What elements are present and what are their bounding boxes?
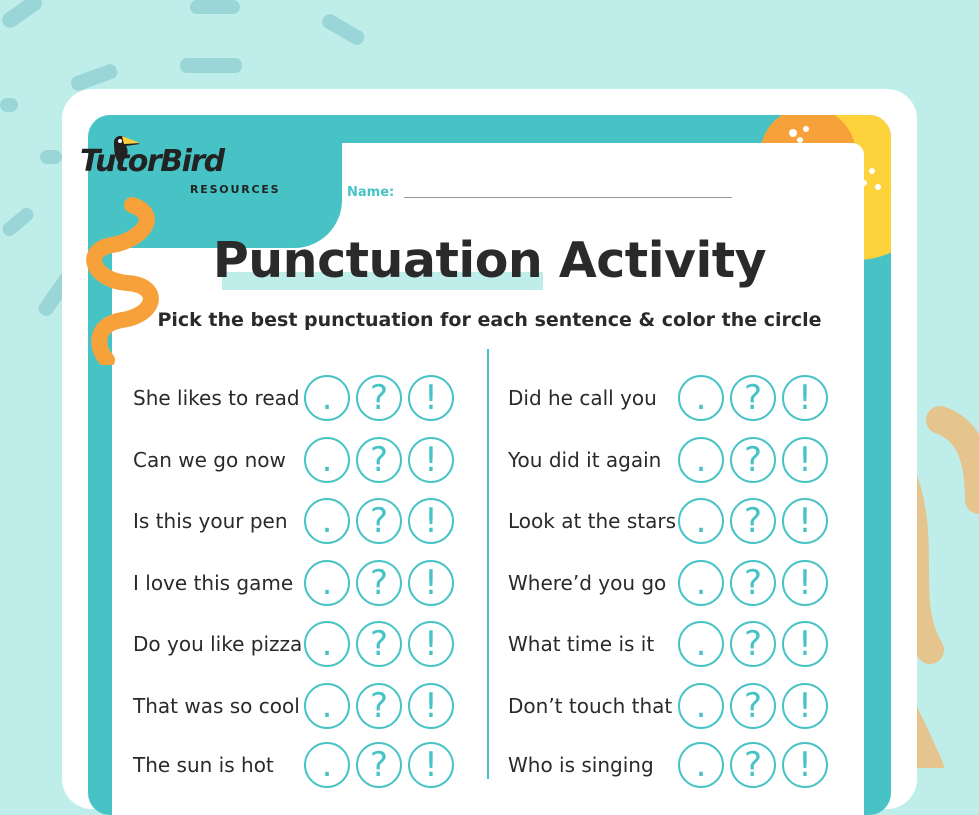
sentence-row [133, 373, 300, 423]
logo-wordmark: TutorBird [80, 144, 224, 179]
sentence-text: Can we go now [133, 448, 286, 472]
punctuation-choices [304, 560, 454, 606]
exclamation-mark-choice-circle[interactable]: ! [408, 437, 454, 483]
sentence-text: I love this game [133, 571, 294, 595]
sentence-text: Look at the stars [508, 509, 676, 533]
sentence-row [508, 681, 672, 731]
sentence-row [508, 435, 661, 485]
punctuation-choices [678, 742, 828, 788]
name-input-line[interactable] [404, 197, 732, 198]
punctuation-choices [304, 683, 454, 729]
exclamation-mark-choice-circle[interactable]: ! [408, 498, 454, 544]
exclamation-mark-choice-circle[interactable]: ! [782, 498, 828, 544]
sentence-row [133, 681, 300, 731]
exclamation-mark-choice-circle[interactable]: ! [782, 683, 828, 729]
exclamation-mark-choice-circle[interactable]: ! [782, 437, 828, 483]
logo-subtitle: RESOURCES [190, 183, 281, 196]
question-mark-choice-circle[interactable]: ? [730, 560, 776, 606]
punctuation-choices [678, 375, 828, 421]
column-divider [487, 349, 489, 779]
sentence-text: She likes to read [133, 386, 300, 410]
question-mark-choice-circle[interactable]: ? [730, 498, 776, 544]
sentence-row [508, 619, 654, 669]
sentence-row [133, 740, 274, 790]
period-choice-circle[interactable]: . [678, 560, 724, 606]
exclamation-mark-choice-circle[interactable]: ! [408, 683, 454, 729]
name-label: Name: [347, 185, 395, 200]
sentence-text: Is this your pen [133, 509, 288, 533]
punctuation-choices [304, 498, 454, 544]
question-mark-choice-circle[interactable]: ? [356, 621, 402, 667]
period-choice-circle[interactable]: . [304, 683, 350, 729]
period-choice-circle[interactable]: . [304, 621, 350, 667]
punctuation-choices [678, 560, 828, 606]
exclamation-mark-choice-circle[interactable]: ! [408, 621, 454, 667]
period-choice-circle[interactable]: . [304, 560, 350, 606]
punctuation-choices [304, 375, 454, 421]
punctuation-choices [304, 437, 454, 483]
punctuation-choices [678, 437, 828, 483]
sentence-text: You did it again [508, 448, 662, 472]
sentence-text: The sun is hot [133, 753, 274, 777]
question-mark-choice-circle[interactable]: ? [356, 560, 402, 606]
exclamation-mark-choice-circle[interactable]: ! [782, 375, 828, 421]
period-choice-circle[interactable]: . [678, 621, 724, 667]
sentence-row [133, 619, 302, 669]
sentence-row [133, 496, 288, 546]
exclamation-mark-choice-circle[interactable]: ! [782, 560, 828, 606]
question-mark-choice-circle[interactable]: ? [730, 375, 776, 421]
sentence-text: That was so cool [133, 694, 300, 718]
sentence-row [508, 558, 666, 608]
period-choice-circle[interactable]: . [678, 437, 724, 483]
page-title: Punctuation Activity [212, 232, 767, 289]
question-mark-choice-circle[interactable]: ? [356, 683, 402, 729]
period-choice-circle[interactable]: . [304, 375, 350, 421]
period-choice-circle[interactable]: . [304, 437, 350, 483]
exclamation-mark-choice-circle[interactable]: ! [408, 375, 454, 421]
exclamation-mark-choice-circle[interactable]: ! [408, 742, 454, 788]
punctuation-choices [678, 621, 828, 667]
sentence-row [133, 558, 293, 608]
sentence-text: Don’t touch that [508, 694, 673, 718]
question-mark-choice-circle[interactable]: ? [356, 437, 402, 483]
punctuation-choices [678, 683, 828, 729]
exclamation-mark-choice-circle[interactable]: ! [782, 621, 828, 667]
sentence-text: Did he call you [508, 386, 657, 410]
period-choice-circle[interactable]: . [304, 498, 350, 544]
period-choice-circle[interactable]: . [678, 742, 724, 788]
punctuation-choices [678, 498, 828, 544]
period-choice-circle[interactable]: . [678, 375, 724, 421]
sentence-row [133, 435, 286, 485]
question-mark-choice-circle[interactable]: ? [356, 498, 402, 544]
exclamation-mark-choice-circle[interactable]: ! [782, 742, 828, 788]
sentence-text: Do you like pizza [133, 632, 303, 656]
question-mark-choice-circle[interactable]: ? [730, 742, 776, 788]
sentence-row [508, 373, 657, 423]
sentence-row [508, 740, 654, 790]
period-choice-circle[interactable]: . [678, 683, 724, 729]
instructions: Pick the best punctuation for each sentence & color the circle [157, 309, 822, 331]
punctuation-choices [304, 742, 454, 788]
sentence-text: What time is it [508, 632, 655, 656]
period-choice-circle[interactable]: . [678, 498, 724, 544]
question-mark-choice-circle[interactable]: ? [730, 621, 776, 667]
question-mark-choice-circle[interactable]: ? [730, 683, 776, 729]
sentence-row [508, 496, 676, 546]
period-choice-circle[interactable]: . [304, 742, 350, 788]
question-mark-choice-circle[interactable]: ? [730, 437, 776, 483]
sentence-text: Who is singing [508, 753, 654, 777]
sentence-text: Where’d you go [508, 571, 667, 595]
question-mark-choice-circle[interactable]: ? [356, 375, 402, 421]
exclamation-mark-choice-circle[interactable]: ! [408, 560, 454, 606]
question-mark-choice-circle[interactable]: ? [356, 742, 402, 788]
punctuation-choices [304, 621, 454, 667]
